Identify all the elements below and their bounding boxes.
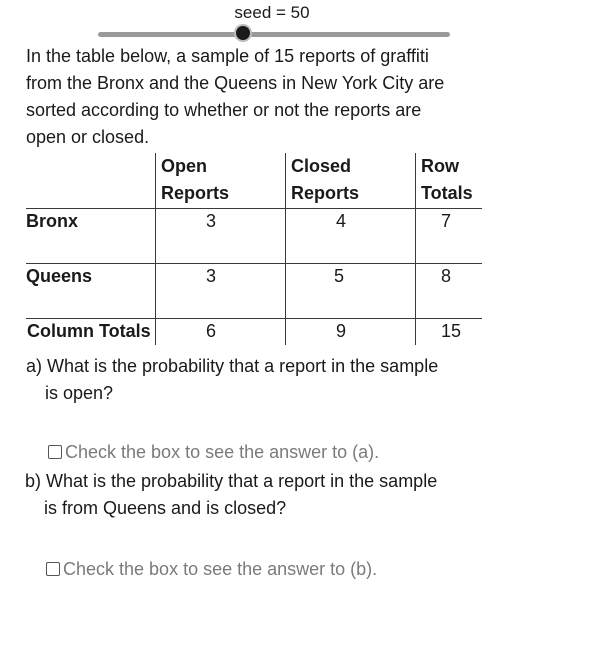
seed-label: seed = 50 (234, 3, 310, 22)
answer-a-toggle[interactable] (48, 441, 379, 463)
row-label-queens: Queens (26, 266, 93, 286)
seed-slider-handle[interactable] (236, 26, 250, 40)
question-a (26, 353, 446, 407)
cell-bronx-open: 3 (205, 211, 216, 231)
table-column-divider (155, 153, 156, 345)
cell-totals-total: 15 (440, 321, 462, 341)
table-divider (26, 263, 482, 264)
cell-bronx-closed: 4 (335, 211, 346, 231)
row-label-column-totals: Column Totals (27, 321, 151, 341)
table-column-divider (285, 153, 286, 345)
answer-a-checkbox-label[interactable]: Check the box to see the answer to (a). (65, 442, 380, 462)
cell-bronx-total: 7 (440, 211, 451, 231)
answer-b-toggle[interactable] (46, 558, 377, 580)
answer-a-checkbox[interactable] (48, 445, 62, 459)
cell-queens-total: 8 (440, 266, 451, 286)
question-b-line2: is from Queens and is closed? (44, 498, 287, 518)
table-divider (26, 208, 482, 209)
table-divider (26, 318, 482, 319)
seed-slider-track[interactable] (98, 32, 450, 37)
intro-paragraph: In the table below, a sample of 15 reports of graffiti from the Bronx and the Queens in New York City are sorted according to whether or not the reports are open or closed. (26, 46, 445, 147)
cell-totals-open: 6 (205, 321, 216, 341)
header-row-totals: Row Totals (421, 156, 473, 203)
question-b (25, 468, 445, 522)
header-closed-reports: Closed Reports (291, 156, 360, 203)
cell-queens-open: 3 (205, 266, 216, 286)
table-column-divider (415, 153, 416, 345)
row-label-bronx: Bronx (26, 211, 79, 231)
header-open-reports: Open Reports (161, 156, 230, 203)
question-a-line2: is open? (45, 383, 114, 403)
answer-b-checkbox-label[interactable]: Check the box to see the answer to (b). (63, 559, 378, 579)
cell-totals-closed: 9 (335, 321, 346, 341)
question-b-line1: b) What is the probability that a report in the sample (25, 471, 438, 491)
answer-b-checkbox[interactable] (46, 562, 60, 576)
question-a-line1: a) What is the probability that a report in the sample (26, 356, 439, 376)
cell-queens-closed: 5 (333, 266, 344, 286)
